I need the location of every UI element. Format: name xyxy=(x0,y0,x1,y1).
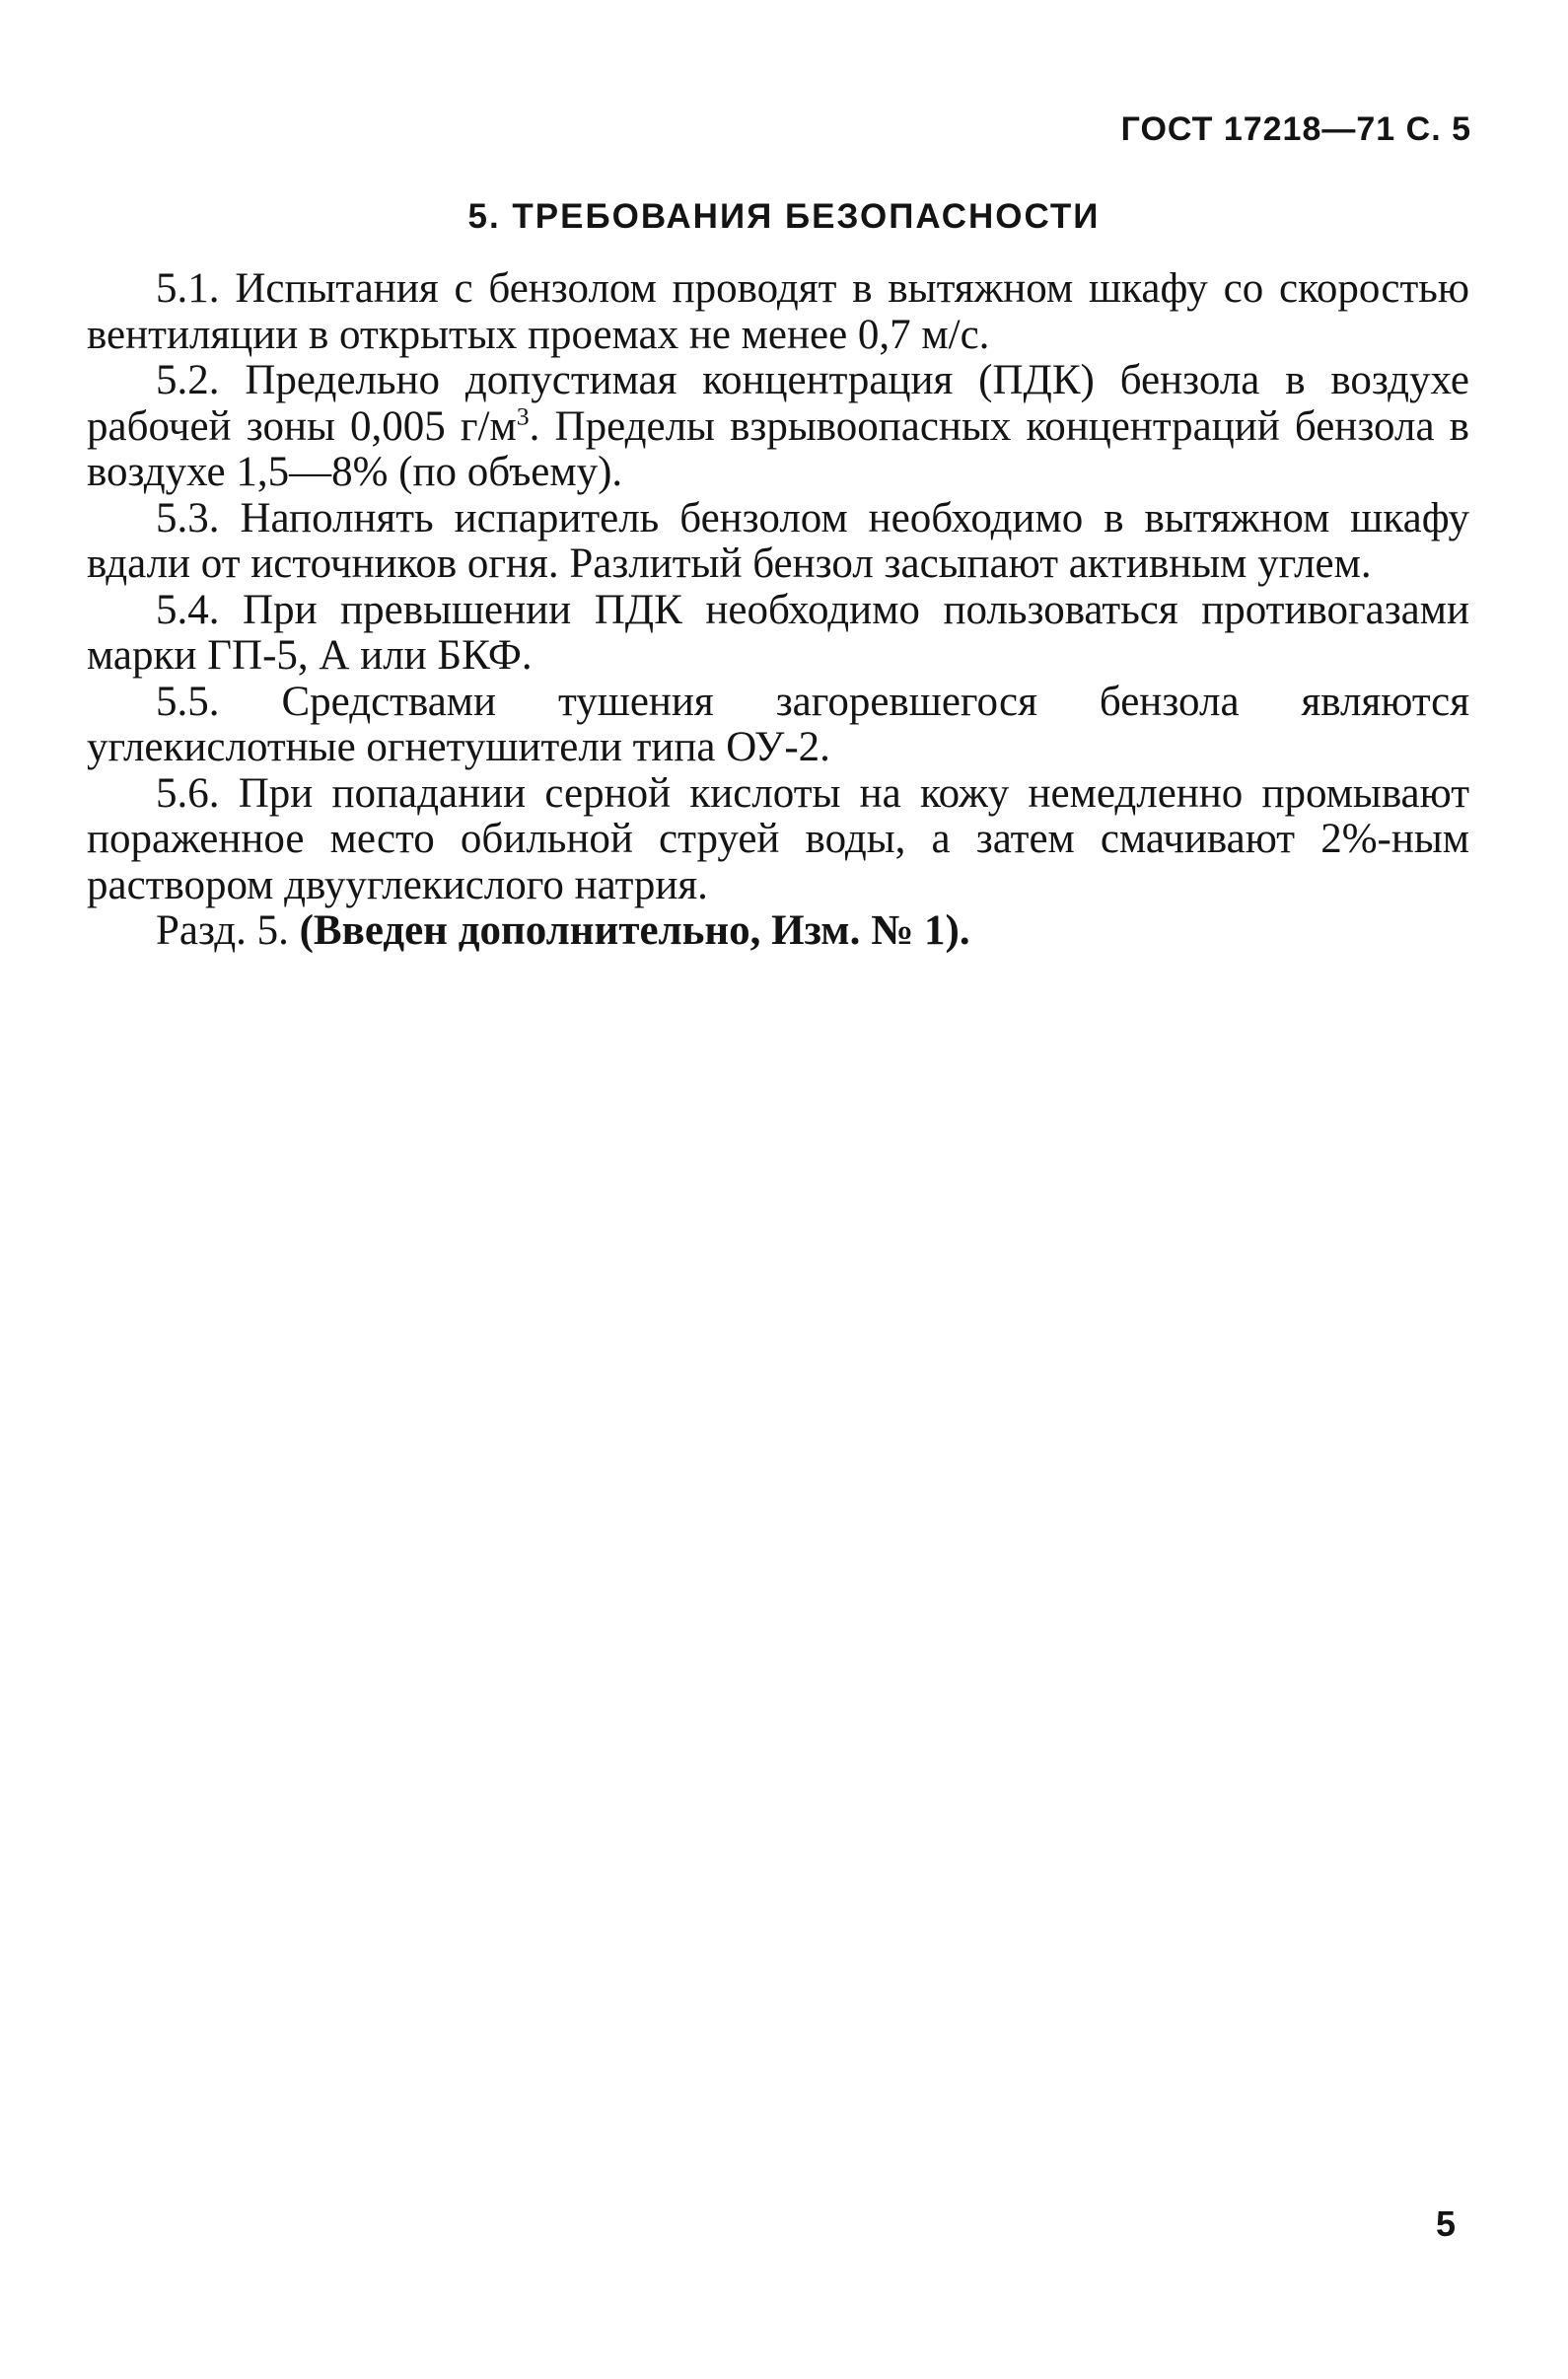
paragraph-text: При попадании серной кислоты на кожу немедленно промывают пораженное место обильной струей воды, а затем смачивают 2%-ным раствором двууглекислого натрия. xyxy=(87,769,1469,908)
paragraph-text: Испытания с бензолом проводят в вытяжном шкафу со скоростью вентиляции в открытых проемах не менее 0,7 м/с. xyxy=(87,265,1470,358)
paragraph-number: 5.2. xyxy=(156,357,220,403)
paragraph-5-6 xyxy=(87,771,1469,909)
amendment-note xyxy=(87,908,1469,955)
page-reference: С. 5 xyxy=(1405,110,1471,148)
amendment-prefix: Разд. 5. xyxy=(156,907,289,954)
paragraph-number: 5.3. xyxy=(156,494,220,541)
paragraph-text: Предельно допустимая концентрация (ПДК) бензола в воздухе рабочей зоны 0,005 г/м xyxy=(87,357,1470,450)
paragraph-5-2 xyxy=(87,358,1469,496)
paragraph-number: 5.5. xyxy=(156,678,220,725)
paragraph-number: 5.4. xyxy=(156,586,220,633)
paragraph-5-4 xyxy=(87,588,1469,680)
paragraph-5-1 xyxy=(87,266,1469,358)
paragraph-text-continued: . Пределы взрывоопасных концентраций бензола в воздухе 1,5—8% (по объему). xyxy=(87,402,1469,495)
paragraph-5-3 xyxy=(87,496,1469,588)
paragraph-number: 5.6. xyxy=(156,769,220,817)
paragraph-text: При превышении ПДК необходимо пользоваться противогазами марки ГП-5, А или БКФ. xyxy=(87,586,1469,679)
paragraph-5-5 xyxy=(87,680,1469,771)
section-title: 5. ТРЕБОВАНИЯ БЕЗОПАСНОСТИ xyxy=(467,197,1101,236)
section-body xyxy=(87,266,1469,955)
paragraph-number: 5.1. xyxy=(156,265,220,312)
paragraph-text: Наполнять испаритель бензолом необходимо в вытяжном шкафу вдали от источников огня. Разлитый бензол засыпают активным углем. xyxy=(87,494,1469,587)
page-number: 5 xyxy=(1435,2203,1456,2244)
superscript-unit: 3 xyxy=(516,401,530,431)
standard-designation: ГОСТ 17218—71 xyxy=(1120,110,1396,148)
amendment-text: (Введен дополнительно, Изм. № 1). xyxy=(299,907,970,954)
paragraph-text: Средствами тушения загоревшегося бензола являются углекислотные огнетушители типа ОУ-2. xyxy=(87,678,1470,770)
page-header xyxy=(1121,110,1471,149)
